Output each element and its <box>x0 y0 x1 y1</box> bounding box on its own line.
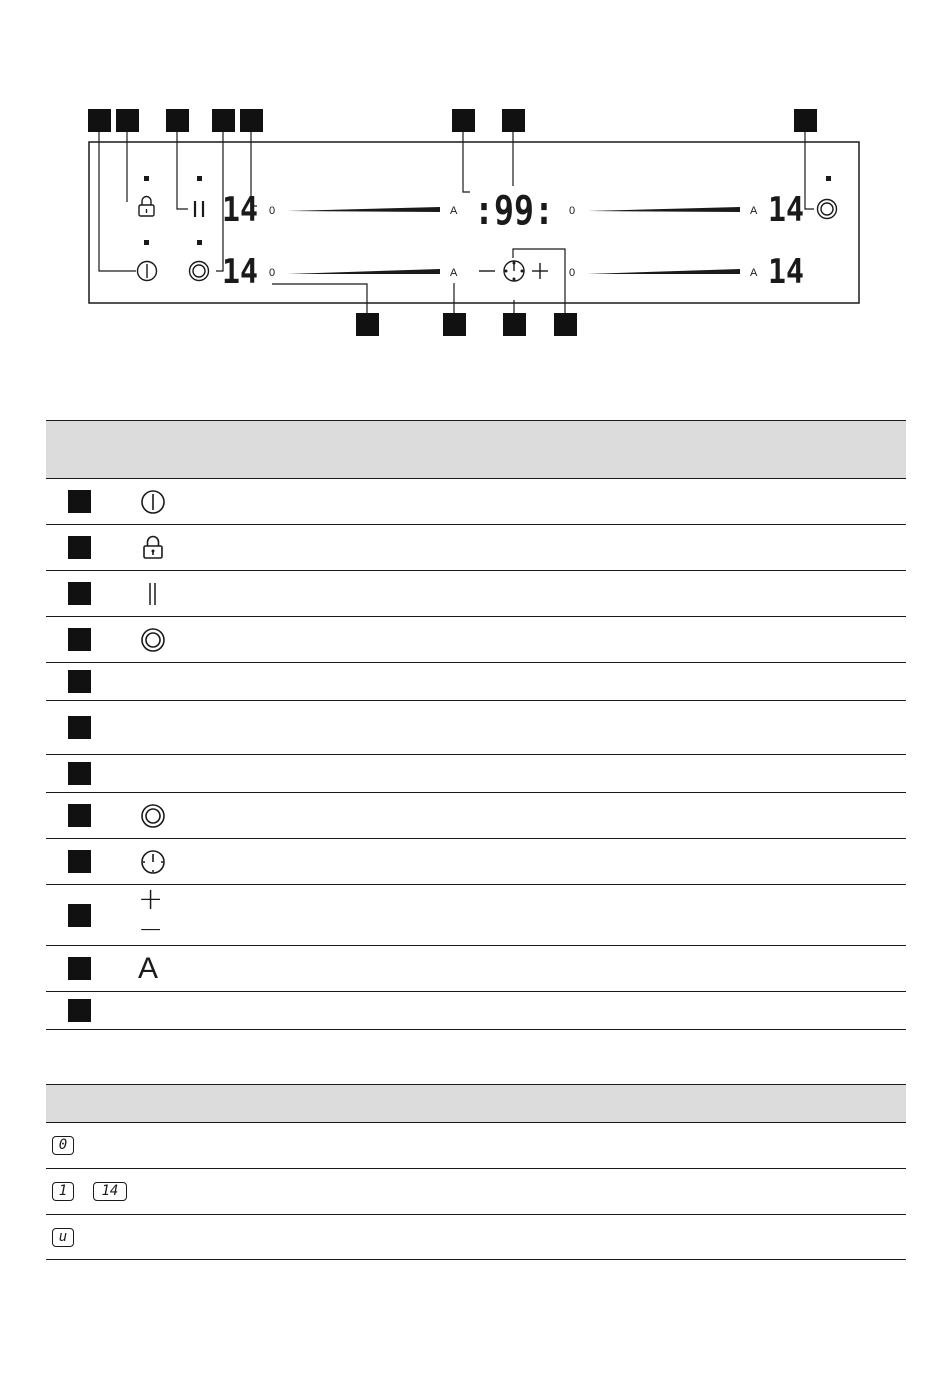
svg-text:0: 0 <box>569 267 576 279</box>
zone-display-front-right: 14 <box>768 252 804 292</box>
row-number-box <box>68 716 91 739</box>
svg-text:A: A <box>450 205 458 217</box>
table-row <box>46 992 906 1030</box>
slider-rear-right[interactable] <box>569 205 758 217</box>
row-number-box <box>68 490 91 513</box>
panel-lock-icon[interactable] <box>139 197 154 217</box>
display-fourteen-icon: 14 <box>93 1182 127 1201</box>
functions-table <box>46 420 906 1030</box>
displays-table <box>46 1084 906 1260</box>
table-row <box>46 1215 906 1260</box>
callout-4 <box>212 109 235 132</box>
row-number-box <box>68 904 91 927</box>
display-zero-icon: 0 <box>52 1136 74 1155</box>
bridge-zone-icon <box>138 801 168 831</box>
row-number-box <box>68 850 91 873</box>
table-row <box>46 946 906 992</box>
timer-icon <box>138 847 168 877</box>
lock-icon <box>138 533 168 563</box>
row-number-box <box>68 762 91 785</box>
table-row <box>46 755 906 793</box>
callout-10 <box>443 313 466 336</box>
table-row <box>46 479 906 525</box>
callout-8 <box>794 109 817 132</box>
callout-12 <box>554 313 577 336</box>
callout-6 <box>452 109 475 132</box>
table-row <box>46 885 906 946</box>
leader-lines <box>99 132 814 313</box>
table-row <box>46 663 906 701</box>
svg-text:0: 0 <box>269 267 276 279</box>
callout-2 <box>116 109 139 132</box>
svg-text:0: 0 <box>269 205 276 217</box>
svg-text:A: A <box>750 267 758 279</box>
row-number-box <box>68 804 91 827</box>
slider-front-left[interactable] <box>269 267 458 279</box>
plus-minus-icon: + − <box>138 882 168 947</box>
row-number-box <box>68 670 91 693</box>
timer-plus-icon[interactable] <box>532 263 548 279</box>
callout-9 <box>356 313 379 336</box>
slider-front-right[interactable] <box>569 267 758 279</box>
pause-icon <box>138 579 168 609</box>
table-row <box>46 701 906 755</box>
display-one-icon: 1 <box>52 1182 74 1201</box>
panel-bridge-icon-right[interactable] <box>818 200 837 219</box>
row-number-box <box>68 957 91 980</box>
slider-rear-left[interactable] <box>269 205 458 217</box>
row-number-box <box>68 999 91 1022</box>
a-letter-icon: A <box>138 951 159 985</box>
callouts-bottom <box>356 313 577 336</box>
panel-pause-icon[interactable] <box>195 201 203 217</box>
svg-text:A: A <box>750 205 758 217</box>
callout-3 <box>166 109 189 132</box>
table-row <box>46 793 906 839</box>
timer-display: :99: <box>474 188 554 234</box>
panel-power-icon[interactable] <box>138 262 157 281</box>
row-number-box <box>68 582 91 605</box>
callout-7 <box>502 109 525 132</box>
power-icon <box>138 487 168 517</box>
zone-display-rear-left: 14 <box>222 190 258 230</box>
display-u-icon: u <box>52 1228 74 1247</box>
table-row <box>46 525 906 571</box>
row-number-box <box>68 628 91 651</box>
callout-1 <box>88 109 111 132</box>
svg-text:0: 0 <box>569 205 576 217</box>
table-row <box>46 839 906 885</box>
functions-table-header <box>46 421 906 479</box>
control-panel-diagram <box>0 0 950 350</box>
zone-display-rear-right: 14 <box>768 190 804 230</box>
table-row <box>46 571 906 617</box>
table-row <box>46 1123 906 1169</box>
table-row <box>46 617 906 663</box>
table-row <box>46 1169 906 1215</box>
bridge-zone-icon <box>138 625 168 655</box>
svg-text:A: A <box>450 267 458 279</box>
callouts-top <box>88 109 817 132</box>
panel-bridge-icon-left[interactable] <box>190 262 209 281</box>
callout-11 <box>503 313 526 336</box>
timer-icon[interactable] <box>504 261 524 281</box>
callout-5 <box>240 109 263 132</box>
displays-table-header <box>46 1085 906 1123</box>
row-number-box <box>68 536 91 559</box>
zone-display-front-left: 14 <box>222 252 258 292</box>
